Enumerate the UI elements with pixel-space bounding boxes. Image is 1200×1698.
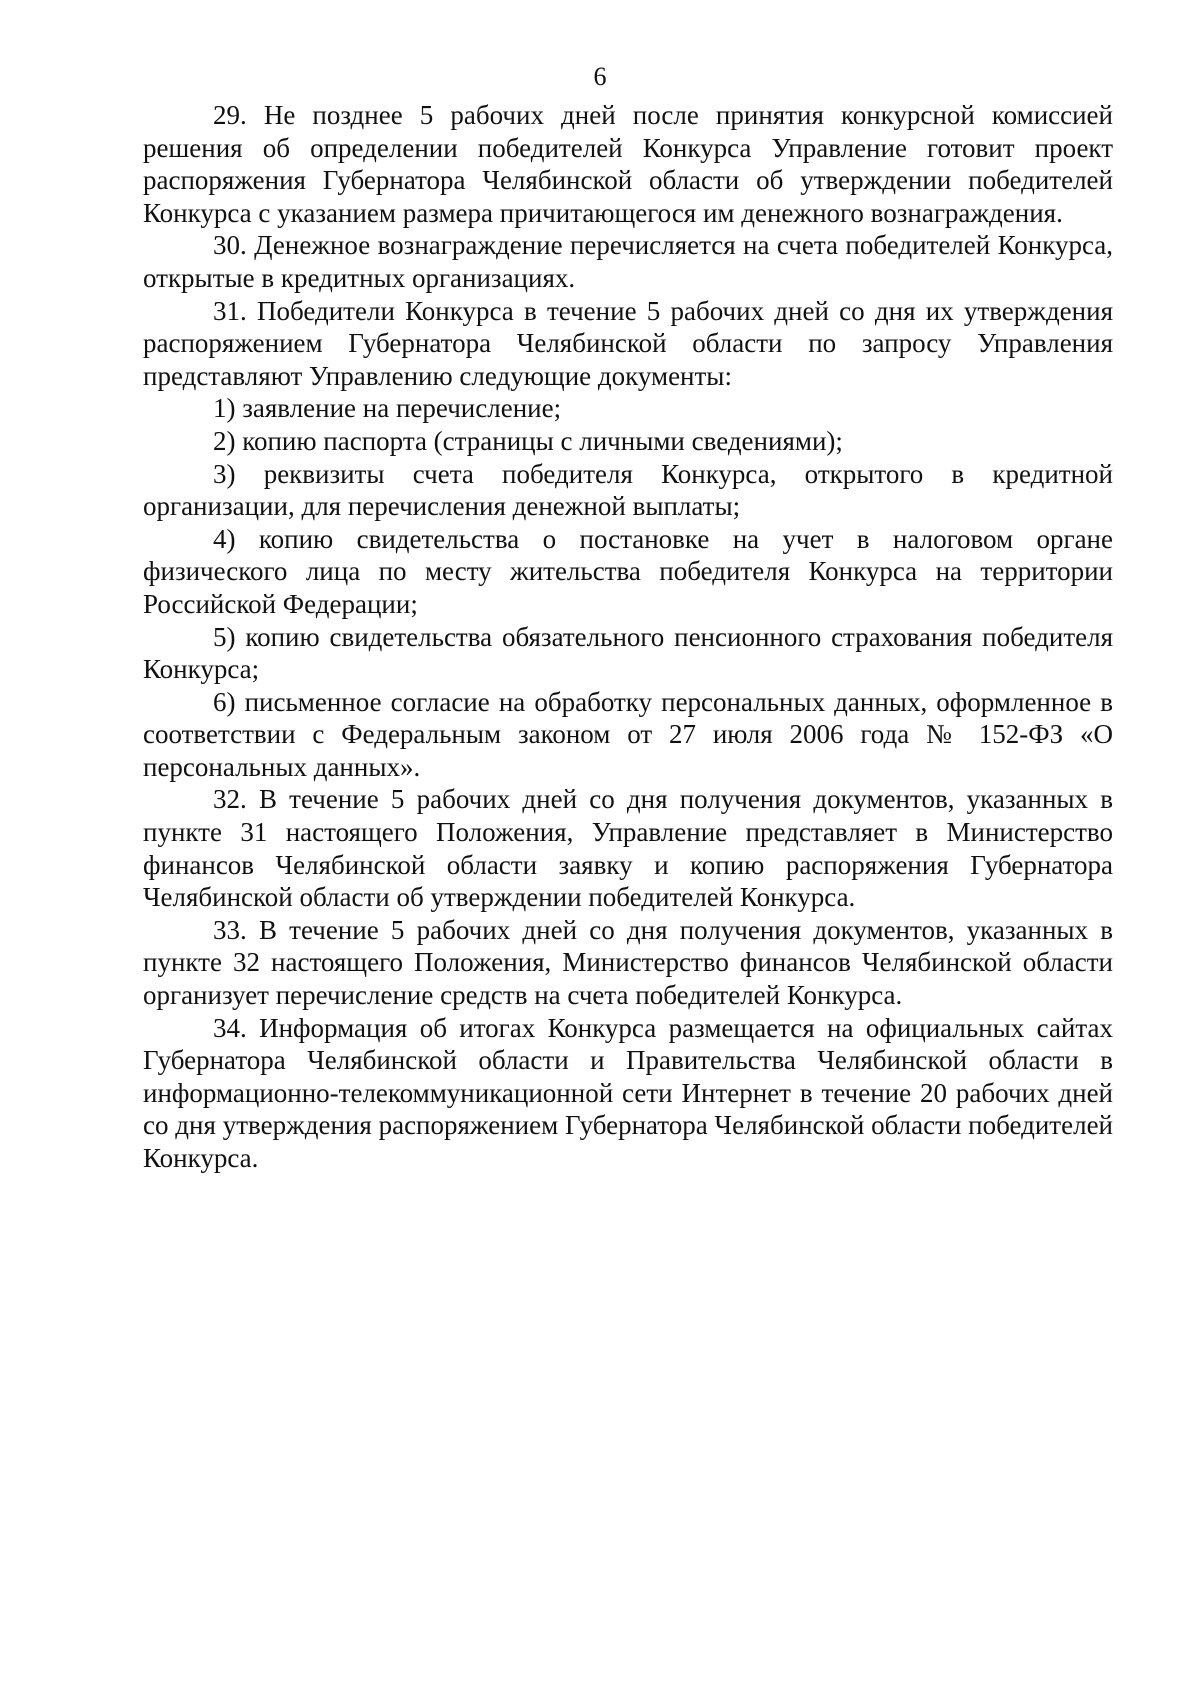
- paragraph-30: 30. Денежное вознаграждение перечисляется на счета победителей Конкурса, открытые в кредитных организациях.: [143, 230, 1113, 293]
- paragraph-34: 34. Информация об итогах Конкурса размещается на официальных сайтах Губернатора Челябинской области и Правительства Челябинской области в информационно-телекоммуникационной сети Интернет в течение 20 рабочих дней со дня утверждения распоряжением Губернатора Челябинской области победителей Конкурса.: [143, 1012, 1113, 1173]
- list-item-2: 2) копию паспорта (страницы с личными сведениями);: [213, 425, 843, 456]
- page-number: 6: [593, 62, 607, 91]
- list-item-1: 1) заявление на перечисление;: [213, 393, 562, 424]
- list-item-3: 3) реквизиты счета победителя Конкурса, открытого в кредитной организации, для перечисления денежной выплаты;: [143, 458, 1113, 522]
- paragraph-32: 32. В течение 5 рабочих дней со дня получения документов, указанных в пункте 31 настоящего Положения, Управление представляет в Министерство финансов Челябинской области заявку и копию распоряжения Губернатора Челябинской области об утверждении победителей Конкурса.: [143, 784, 1113, 913]
- paragraph-29: 29. Не позднее 5 рабочих дней после принятия конкурсной комиссией решения об определении победителей Конкурса Управление готовит проект распоряжения Губернатора Челябинской области об утверждении победителей Конкурса с указанием размера причитающегося им денежного вознаграждения.: [143, 100, 1113, 228]
- paragraph-33: 33. В течение 5 рабочих дней со дня получения документов, указанных в пункте 32 настоящего Положения, Министерство финансов Челябинской области организует перечисление средств на счета победителей Конкурса.: [143, 914, 1113, 1011]
- list-item-5: 5) копию свидетельства обязательного пенсионного страхования победителя Конкурса;: [143, 621, 1113, 685]
- list-item-6: 6) письменное согласие на обработку персональных данных, оформленное в соответствии с Федеральным законом от 27 июля 2006 года № 152-ФЗ «О персональных данных».: [143, 686, 1113, 782]
- document-body: [143, 99, 1113, 1175]
- paragraph-31: 31. Победители Конкурса в течение 5 рабочих дней со дня их утверждения распоряжением Губернатора Челябинской области по запросу Управления представляют Управлению следующие документы:: [143, 295, 1113, 391]
- list-item-4: 4) копию свидетельства о постановке на учет в налоговом органе физического лица по месту жительства победителя Конкурса на территории Российской Федерации;: [143, 523, 1113, 619]
